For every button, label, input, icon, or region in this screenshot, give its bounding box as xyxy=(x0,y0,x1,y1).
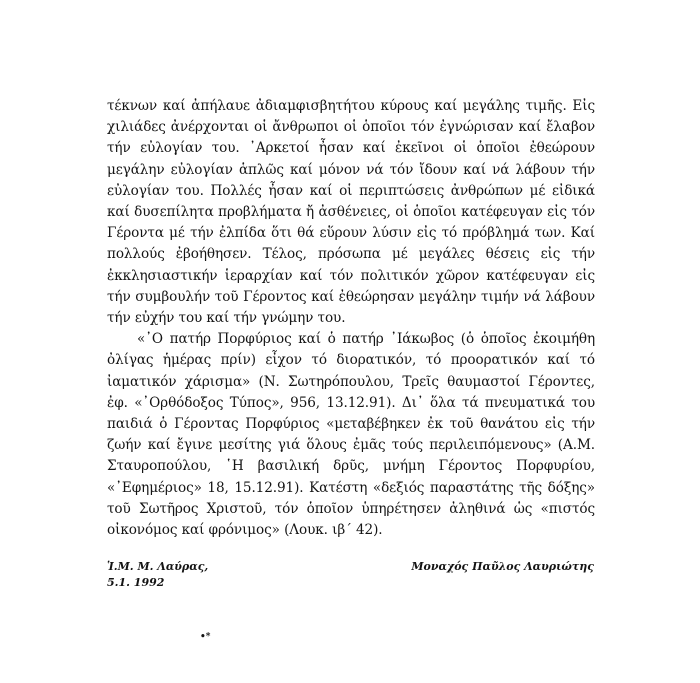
signature-place: Ἱ.Μ. Μ. Λαύρας, xyxy=(107,560,209,573)
signature-place-date xyxy=(107,559,208,591)
page-mark: •* xyxy=(200,632,211,642)
document-body xyxy=(107,96,595,541)
signature-author: Μοναχός Παῦλος Λαυριώτης xyxy=(411,560,594,573)
paragraph-2: «᾽Ο πατήρ Πορφύριος καί ὁ πατήρ ᾽Ιάκωβος (ὁ ὁποῖος ἐκοιμήθη ὀλίγας ἡμέρας πρίν) εἶχον τό διορατικόν, τό προορατικόν καί τό ἰαματικόν χάρισμα» (Ν. Σωτηρόπουλου, Τρεῖς θαυμαστοί Γέροντες, ἐφ. «᾽Ορθόδοξος Τύπος», 956, 13.12.91). Δι᾽ ὅλα τά πνευματικά του παιδιά ὁ Γέροντας Πορφύριος «μεταβέβηκεν ἐκ τοῦ θανάτου εἰς τήν ζωήν καί ἔγινε μεσίτης γιά ὅλους ἐμᾶς τούς περιλειπόμενους» (Α.Μ. Σταυροπούλου, ῾Η βασιλική δρῦς, μνήμη Γέροντος Πορφυρίου, «᾽Εφημέριος» 18, 15.12.91). Κατέστη «δεξιός παραστάτης τῆς δόξης» τοῦ Σωτῆρος Χριστοῦ, τόν ὁποῖον ὑπηρέτησεν ἀληθινά ὡς «πιστός οἰκονόμος καί φρόνιμος» (Λουκ. ιβ´ 42). xyxy=(107,331,595,539)
paragraph-1: τέκνων καί ἀπήλαυε ἀδιαμφισβητήτου κύρους καί μεγάλης τιμῆς. Εἰς χιλιάδες ἀνέρχονται οἱ ἄνθρωποι οἱ ὁποῖοι τόν ἐγνώρισαν καί ἔλαβον τήν εὐλογίαν του. ᾽Αρκετοί ἦσαν καί ἐκεῖνοι οἱ ὁποῖοι ἐθεώρουν μεγάλην εὐλογίαν ἁπλῶς καί μόνον νά τόν ἴδουν καί νά λάβουν τήν εὐλογίαν του. Πολλές ἦσαν καί οἱ περιπτώσεις ἀνθρώπων μέ εἰδικά καί δυσεπίλητα προβλήματα ἤ ἀσθένειες, οἱ ὁποῖοι κατέφευγαν εἰς τόν Γέροντα μέ τήν ἐλπίδα ὅτι θά εὕρουν λύσιν εἰς τό πρόβλημά των. Καί πολλούς ἐβοήθησεν. Τέλος, πρόσωπα μέ μεγάλες θέσεις εἰς τήν ἐκκλησιαστικήν ἱεραρχίαν καί τόν πολιτικόν χῶρον κατέφευγαν εἰς τήν συμβουλήν τοῦ Γέροντος καί ἐθεώρησαν μεγάλην τιμήν νά λάβουν τήν εὐχήν του καί τήν γνώμην του. xyxy=(107,98,595,327)
signature-date: 5.1. 1992 xyxy=(107,576,165,589)
